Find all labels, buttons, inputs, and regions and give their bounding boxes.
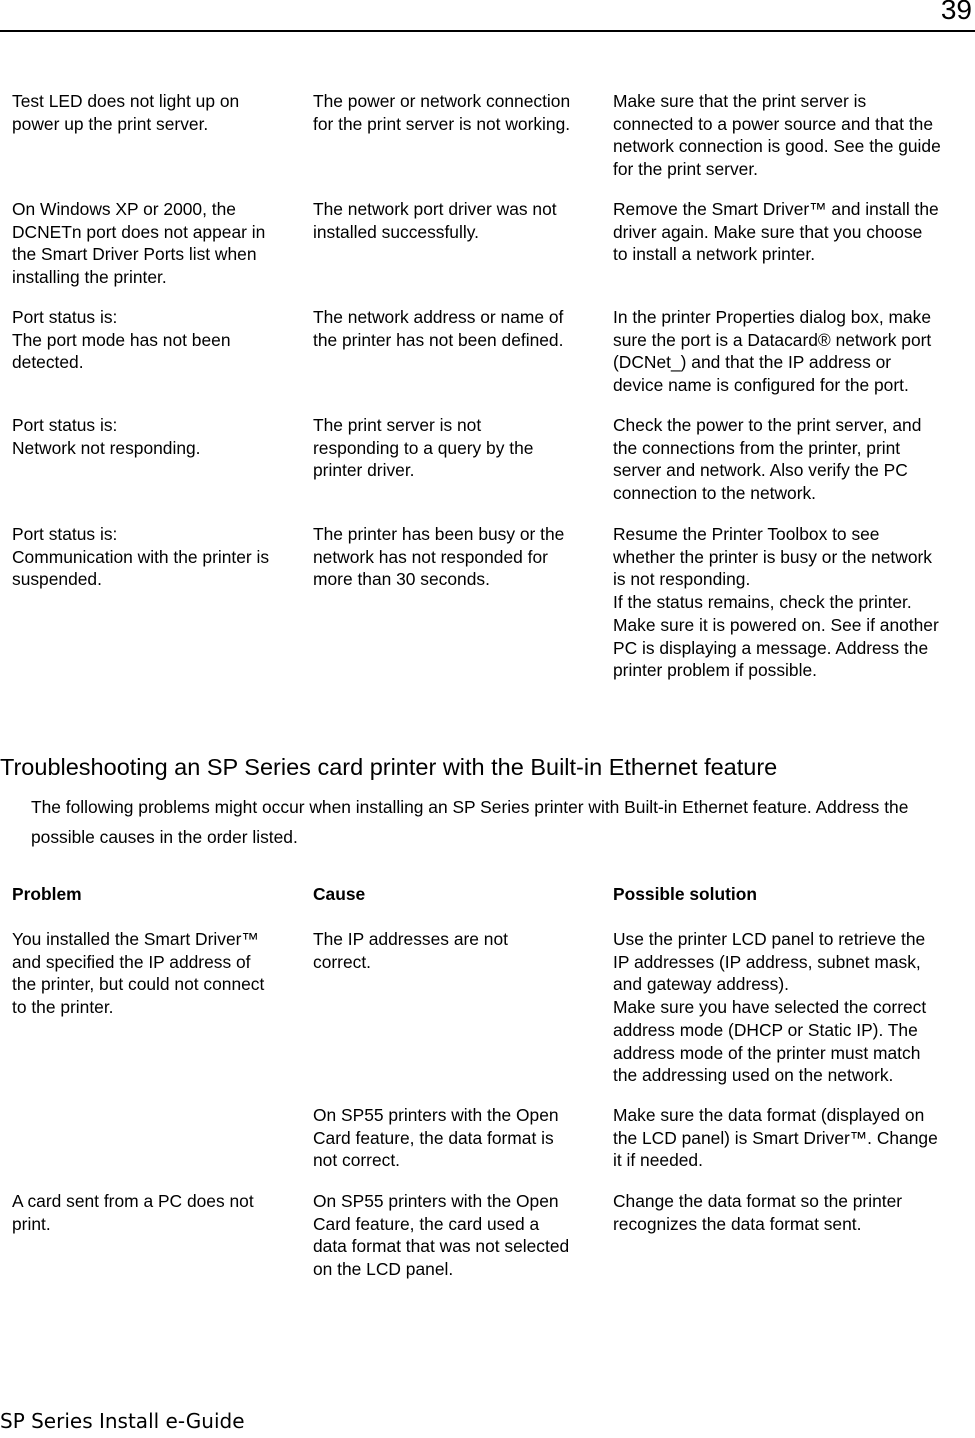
- section-intro: The following problems might occur when installing an SP Series printer with Built-in Ethernet feature. Address the possible causes in the order listed.: [31, 797, 909, 847]
- header-rule: [0, 30, 975, 32]
- solution-cell: Check the power to the print server, and the connections from the printer, print server and network. Also verify the PC connection to the network.: [613, 415, 922, 504]
- solution-cell: In the printer Properties dialog box, make sure the port is a Datacard® network port (DCNet_) and that the IP address or device name is configured for the port.: [613, 307, 932, 396]
- cause-cell: The print server is not responding to a query by the printer driver.: [313, 415, 534, 481]
- cause-cell: The power or network connection for the print server is not working.: [313, 91, 571, 134]
- cause-cell: The network port driver was not installed successfully.: [313, 199, 557, 242]
- footer-title: SP Series Install e-Guide: [0, 1409, 245, 1433]
- cause-cell: On SP55 printers with the Open Card feature, the card used a data format that was not selected on the LCD panel.: [313, 1191, 570, 1280]
- solution-cell: Remove the Smart Driver™ and install the driver again. Make sure that you choose to install a network printer.: [613, 199, 939, 265]
- problem-cell: On Windows XP or 2000, the DCNETn port does not appear in the Smart Driver Ports list when installing the printer.: [12, 199, 266, 288]
- column-header-cause: Cause: [313, 884, 366, 904]
- problem-cell: A card sent from a PC does not print.: [12, 1191, 254, 1234]
- solution-cell: Use the printer LCD panel to retrieve the IP addresses (IP address, subnet mask, and gateway address). Make sure you have selected the correct address mode (DHCP or Static IP). The address mode of the printer must match the addressing used on the network.: [613, 929, 927, 1086]
- cause-cell: The network address or name of the printer has not been defined.: [313, 307, 564, 350]
- solution-cell: Resume the Printer Toolbox to see whether the printer is busy or the network is not responding. If the status remains, check the printer. Make sure it is powered on. See if another PC is displaying a message. Address the printer problem if possible.: [613, 524, 939, 681]
- cause-cell: The IP addresses are not correct.: [313, 929, 508, 972]
- cause-cell: On SP55 printers with the Open Card feature, the data format is not correct.: [313, 1105, 559, 1171]
- problem-cell: Port status is: Network not responding.: [12, 415, 201, 458]
- solution-cell: Change the data format so the printer recognizes the data format sent.: [613, 1191, 903, 1234]
- page-number: 39: [940, 0, 972, 25]
- column-header-solution: Possible solution: [613, 884, 757, 904]
- solution-cell: Make sure that the print server is connected to a power source and that the network connection is good. See the guide for the print server.: [613, 91, 941, 180]
- problem-cell: You installed the Smart Driver™ and specified the IP address of the printer, but could not connect to the printer.: [12, 929, 265, 1018]
- cause-cell: The printer has been busy or the network has not responded for more than 30 seconds.: [313, 524, 565, 590]
- solution-cell: Make sure the data format (displayed on the LCD panel) is Smart Driver™. Change it if needed.: [613, 1105, 938, 1171]
- section-heading: Troubleshooting an SP Series card printer with the Built-in Ethernet feature: [0, 754, 778, 780]
- problem-cell: Port status is: The port mode has not been detected.: [12, 307, 231, 373]
- problem-cell: Port status is: Communication with the printer is suspended.: [12, 524, 270, 590]
- column-header-problem: Problem: [12, 884, 82, 904]
- problem-cell: Test LED does not light up on power up the print server.: [12, 91, 240, 134]
